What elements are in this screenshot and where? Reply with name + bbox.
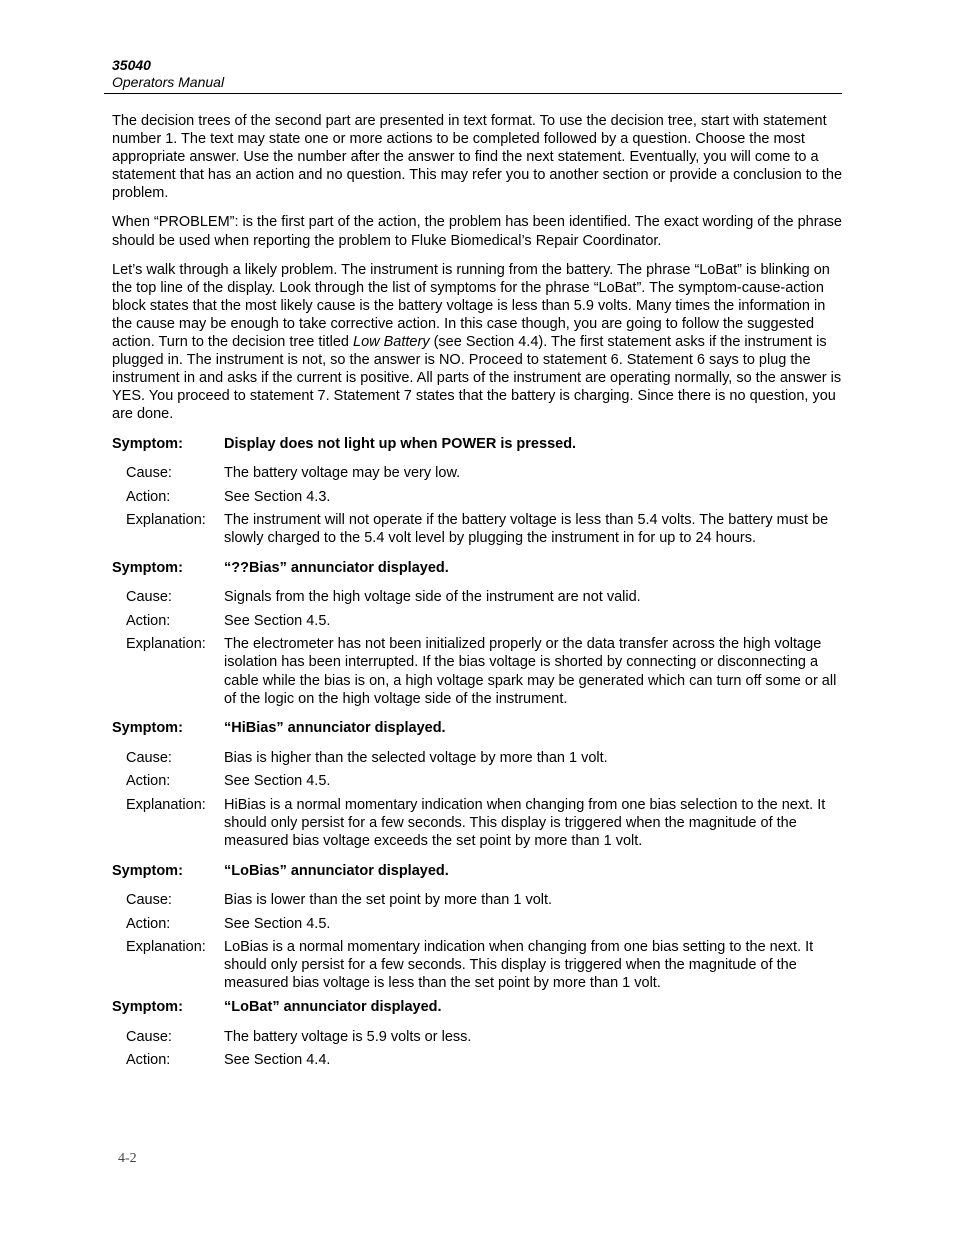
cause-row [112,891,842,909]
intro-paragraph-3 [112,261,842,424]
cause-text: Bias is lower than the set point by more than 1 volt. [224,892,553,909]
symptom-text: Display does not light up when POWER is pressed. [224,435,577,452]
explanation-row [112,938,842,992]
page-header [112,57,842,91]
explanation-row [112,796,842,850]
explanation-row [112,635,842,707]
symptom-label: Symptom: [112,435,183,452]
intro-paragraph-3-text-b: (see Section 4.4). The first statement asks if the instrument is plugged in. The instrument is not, so the answer is NO. Proceed to statement 6. Statement 6 says to plug the instrument in and asks if the current is positive. All parts of the instrument are operating normally, so the answer is YES. You proceed to statement 7. Statement 7 states that the battery is charging. Since there is no question, you are done. [112,334,842,423]
action-row [112,488,842,506]
action-label: Action: [126,773,171,790]
explanation-text: HiBias is a normal momentary indication when changing from one bias selection to the next. It should only persist for a few seconds. This display is triggered when the magnitude of the measured bias voltage exceeds the set point by more than 1 volt. [224,796,826,849]
decision-tree-title: Low Battery [353,334,430,351]
page-number: 4-2 [118,1151,137,1166]
explanation-row [112,511,842,547]
intro-paragraph-2: When “PROBLEM”: is the first part of the action, the problem has been identified. The exact wording of the phrase should be used when reporting the problem to Fluke Biomedical’s Repair Coordinator. [112,214,842,249]
model-number: 35040 [112,57,151,73]
symptom-text: “HiBias” annunciator displayed. [224,720,446,737]
manual-title: Operators Manual [112,74,225,90]
action-row [112,1051,842,1069]
symptom-label: Symptom: [112,720,183,737]
cause-row [112,464,842,482]
cause-text: Signals from the high voltage side of the instrument are not valid. [224,589,641,606]
cause-label: Cause: [126,749,172,766]
action-row [112,772,842,790]
explanation-label: Explanation: [126,636,206,653]
explanation-label: Explanation: [126,512,206,529]
cause-row [112,588,842,606]
explanation-text: LoBias is a normal momentary indication when changing from one bias setting to the next. It should only persist for a few seconds. This display is triggered when the magnitude of the measured bias voltage is less than the set point by more than 1 volt. [224,939,814,992]
explanation-label: Explanation: [126,796,206,813]
explanation-label: Explanation: [126,939,206,956]
intro-paragraph-1: The decision trees of the second part are presented in text format. To use the decision tree, start with statement number 1. The text may state one or more actions to be completed followed by a question. Choose the most appropriate answer. Use the number after the answer to find the next statement. Eventually, you will come to a statement that has an action and no question. This may refer you to another section or provide a conclusion to the problem. [112,113,843,202]
cause-row [112,749,842,767]
page-body [112,112,842,1075]
cause-label: Cause: [126,589,172,606]
symptom-text: “??Bias” annunciator displayed. [224,559,449,576]
symptom-text: “LoBat” annunciator displayed. [224,999,442,1016]
symptom-row [112,719,842,737]
explanation-text: The electrometer has not been initialized properly or the data transfer across the high voltage isolation has been interrupted. If the bias voltage is shorted by connecting or disconnecting a cable while the bias is on, a high voltage spark may be generated which can turn off some or all of the logic on the high voltage side of the instrument. [224,636,837,707]
symptom-text: “LoBias” annunciator displayed. [224,862,449,879]
cause-label: Cause: [126,465,172,482]
cause-text: The battery voltage may be very low. [224,465,461,482]
cause-text: Bias is higher than the selected voltage by more than 1 volt. [224,749,608,766]
symptom-label: Symptom: [112,559,183,576]
action-row [112,915,842,933]
cause-text: The battery voltage is 5.9 volts or less. [224,1028,472,1045]
cause-label: Cause: [126,892,172,909]
action-text: See Section 4.4. [224,1052,331,1069]
action-label: Action: [126,1052,171,1069]
symptom-row [112,559,842,577]
explanation-text: The instrument will not operate if the battery voltage is less than 5.4 volts. The battery must be slowly charged to the 5.4 volt level by plugging the instrument in for up to 24 hours. [224,512,829,547]
header-rule [104,93,842,94]
action-text: See Section 4.5. [224,915,331,932]
action-text: See Section 4.5. [224,773,331,790]
action-text: See Section 4.3. [224,488,331,505]
symptom-label: Symptom: [112,999,183,1016]
cause-row [112,1028,842,1046]
action-label: Action: [126,488,171,505]
action-label: Action: [126,612,171,629]
symptom-row [112,435,842,453]
action-label: Action: [126,915,171,932]
action-row [112,612,842,630]
symptom-label: Symptom: [112,862,183,879]
action-text: See Section 4.5. [224,612,331,629]
intro-paragraph-3-text-a: Let’s walk through a likely problem. The instrument is running from the battery. The phrase “LoBat” is blinking on the top line of the display. Look through the list of symptoms for the phrase “LoBat”. The symptom-cause-action block states that the most likely cause is the battery voltage is less than 5.9 volts. Many times the information in the cause may be enough to take corrective action. In this case though, you are going to follow the suggested action. Turn to the decision tree titled [112,261,830,351]
symptom-row [112,862,842,880]
symptom-row [112,998,842,1016]
cause-label: Cause: [126,1028,172,1045]
